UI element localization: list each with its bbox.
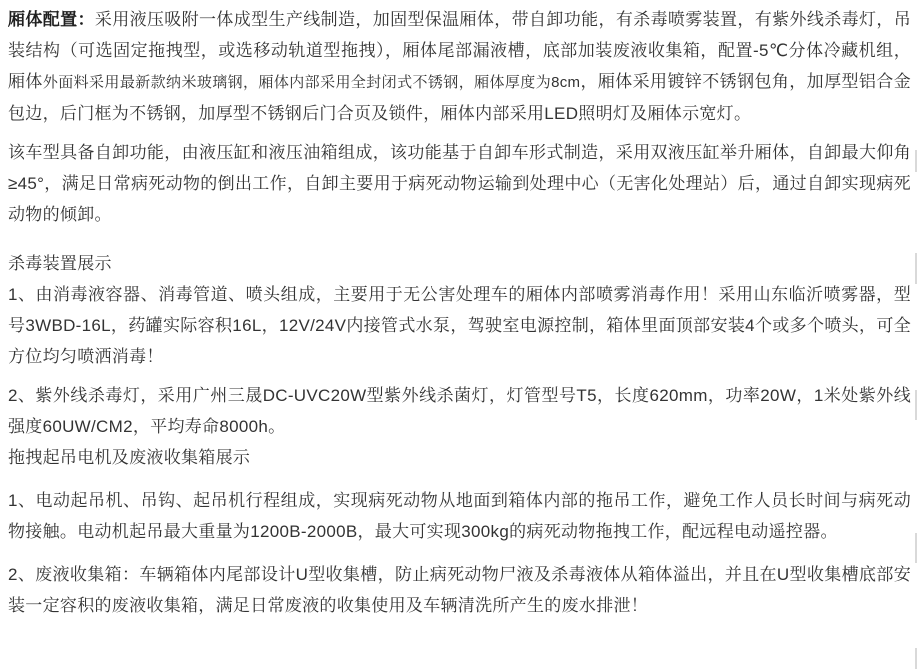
heading-hoist-and-waste-box: 拖拽起吊电机及废液收集箱展示 [8, 448, 251, 467]
paragraph-self-dump: 该车型具备自卸功能，由液压缸和液压油箱组成，该功能基于自卸车形式制造，采用双液压缸举升厢体，自卸最大仰角≥45°，满足日常病死动物的倒出工作，自卸主要用于病死动物运输到处理中心（无害化处理站）后，通过自卸实现病死动物的倾卸。 [8, 143, 911, 224]
paragraph-disinfect-item1: 1、由消毒液容器、消毒管道、喷头组成，主要用于无公害处理车的厢体内部喷雾消毒作用！采用山东临沂喷雾器，型号3WBD-16L，药罐实际容积16L，12V/24V内接管式水泵，驾驶室电源控制，箱体里面顶部安装4个或多个喷头，可全方位均匀喷洒消毒！ [8, 285, 911, 366]
box-config-text-after: ，厢体采用镀锌不锈钢包角，加厚型铝合金包边，后门框为不锈钢，加厚型不锈钢后门合页及锁件，厢体内部采用LED照明灯及厢体示宽灯。 [8, 72, 911, 123]
heading-disinfect-device: 杀毒装置展示 [8, 254, 112, 273]
paragraph-hoist-item1: 1、电动起吊机、吊钩、起吊机行程组成，实现病死动物从地面到箱体内部的拖吊工作，避免工作人员长时间与病死动物接触。电动机起吊最大重量为1200B-2000B，最大可实现300kg的病死动物拖拽工作，配远程电动遥控器。 [8, 491, 911, 541]
box-config-text-small: 外面料采用最新款纳米玻璃钢，厢体内部采用全封闭式不锈钢，厢体厚度为8cm [42, 74, 581, 91]
paragraph-box-config [8, 4, 911, 129]
paragraph-disinfect-item2: 2、紫外线杀毒灯，采用广州三晟DC-UVC20W型紫外线杀菌灯，灯管型号T5，长度620mm，功率20W，1米处紫外线强度60UW/CM2，平均寿命8000h。 [8, 386, 911, 436]
box-config-text-before: 采用液压吸附一体成型生产线制造，加固型保温厢体，带自卸功能，有杀毒喷雾装置，有紫外线杀毒灯，吊装结构（可选固定拖拽型，或选移动轨道型拖拽），厢体尾部漏液槽，底部加装废液收集箱，配置-5℃分体冷藏机组，厢体 [8, 10, 911, 91]
paragraph-waste-box-item2: 2、废液收集箱：车辆箱体内尾部设计U型收集槽，防止病死动物尸液及杀毒液体从箱体溢出，并且在U型收集槽底部安装一定容积的废液收集箱，满足日常废液的收集使用及车辆清洗所产生的废水排泄！ [8, 565, 911, 615]
box-config-label: 厢体配置： [8, 10, 95, 29]
